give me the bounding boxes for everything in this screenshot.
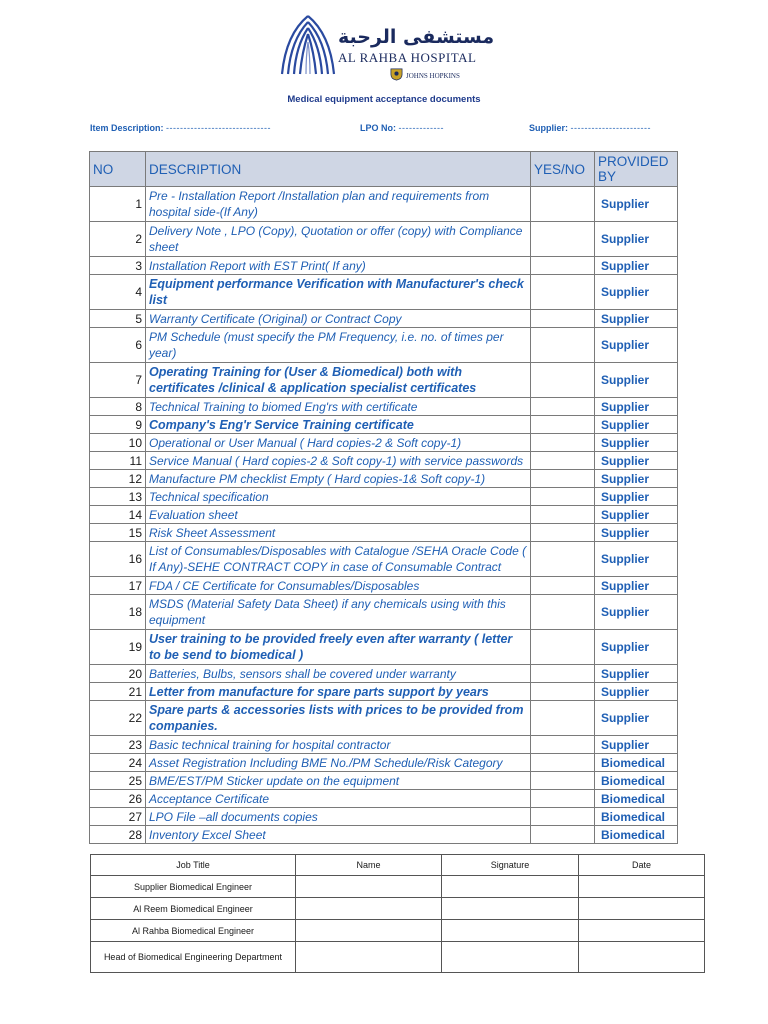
row-description: Company's Eng'r Service Training certificate (146, 416, 531, 434)
row-description: FDA / CE Certificate for Consumables/Disposables (146, 577, 531, 595)
table-row (90, 630, 678, 665)
row-description: Acceptance Certificate (146, 790, 531, 808)
table-row (90, 595, 678, 630)
row-number: 8 (90, 398, 146, 416)
row-description: Warranty Certificate (Original) or Contract Copy (146, 310, 531, 328)
job-title-cell: Head of Biomedical Engineering Department (91, 942, 296, 973)
supplier-blank: ----------------------- (570, 123, 651, 133)
row-description: Equipment performance Verification with Manufacturer's check list (146, 275, 531, 310)
job-title-cell: Supplier Biomedical Engineer (91, 876, 296, 898)
row-provided-by: Supplier (595, 310, 678, 328)
name-cell[interactable] (296, 920, 442, 942)
name-cell[interactable] (296, 898, 442, 920)
row-number: 3 (90, 257, 146, 275)
row-description: Letter from manufacture for spare parts support by years (146, 683, 531, 701)
row-provided-by: Supplier (595, 701, 678, 736)
row-number: 5 (90, 310, 146, 328)
row-number: 22 (90, 701, 146, 736)
job-title-cell: Al Rahba Biomedical Engineer (91, 920, 296, 942)
row-provided-by: Supplier (595, 683, 678, 701)
row-number: 13 (90, 488, 146, 506)
table-row (90, 434, 678, 452)
name-cell[interactable] (296, 876, 442, 898)
row-number: 20 (90, 665, 146, 683)
table-row (90, 665, 678, 683)
header-name: Name (296, 855, 442, 876)
table-row (90, 398, 678, 416)
row-number: 18 (90, 595, 146, 630)
johns-hopkins-label: JOHNS HOPKINS (406, 72, 460, 80)
row-description: Installation Report with EST Print( If any) (146, 257, 531, 275)
date-cell[interactable] (579, 898, 705, 920)
row-description: Technical specification (146, 488, 531, 506)
table-row (90, 808, 678, 826)
table-row (90, 257, 678, 275)
header-description: DESCRIPTION (146, 152, 531, 187)
row-number: 16 (90, 542, 146, 577)
signature-row (91, 876, 705, 898)
row-description: Asset Registration Including BME No./PM Schedule/Risk Category (146, 754, 531, 772)
row-yes-no-cell[interactable] (531, 328, 595, 363)
row-number: 15 (90, 524, 146, 542)
row-yes-no-cell[interactable] (531, 772, 595, 790)
row-number: 4 (90, 275, 146, 310)
row-description: User training to be provided freely even after warranty ( letter to be send to biomedical ) (146, 630, 531, 665)
supplier-label: Supplier: (529, 123, 569, 133)
table-row (90, 506, 678, 524)
row-number: 14 (90, 506, 146, 524)
row-yes-no-cell[interactable] (531, 630, 595, 665)
row-provided-by: Supplier (595, 222, 678, 257)
lpo-no-blank: ------------- (398, 123, 444, 133)
hospital-arabic-name: مستشفى الرحبة (338, 26, 495, 48)
table-row (90, 488, 678, 506)
row-number: 10 (90, 434, 146, 452)
document-title: Medical equipment acceptance documents (287, 94, 481, 105)
row-provided-by: Supplier (595, 736, 678, 754)
row-yes-no-cell[interactable] (531, 398, 595, 416)
row-yes-no-cell[interactable] (531, 470, 595, 488)
row-description: Inventory Excel Sheet (146, 826, 531, 844)
table-row (90, 222, 678, 257)
row-yes-no-cell[interactable] (531, 826, 595, 844)
table-row (90, 310, 678, 328)
row-number: 12 (90, 470, 146, 488)
row-yes-no-cell[interactable] (531, 577, 595, 595)
row-description: Delivery Note , LPO (Copy), Quotation or offer (copy) with Compliance sheet (146, 222, 531, 257)
row-yes-no-cell[interactable] (531, 790, 595, 808)
row-provided-by: Supplier (595, 577, 678, 595)
row-number: 27 (90, 808, 146, 826)
row-provided-by: Supplier (595, 488, 678, 506)
row-yes-no-cell[interactable] (531, 275, 595, 310)
acceptance-documents-table (89, 151, 678, 844)
signature-table (90, 854, 705, 973)
date-cell[interactable] (579, 920, 705, 942)
row-yes-no-cell[interactable] (531, 416, 595, 434)
table-row (90, 790, 678, 808)
lpo-no-field (360, 123, 444, 133)
table-header-row (90, 152, 678, 187)
table-row (90, 826, 678, 844)
row-number: 7 (90, 363, 146, 398)
row-yes-no-cell[interactable] (531, 310, 595, 328)
table-row (90, 416, 678, 434)
row-yes-no-cell[interactable] (531, 222, 595, 257)
row-yes-no-cell[interactable] (531, 257, 595, 275)
table-row (90, 577, 678, 595)
header-signature: Signature (442, 855, 579, 876)
table-row (90, 187, 678, 222)
row-description: Basic technical training for hospital contractor (146, 736, 531, 754)
row-number: 17 (90, 577, 146, 595)
row-provided-by: Supplier (595, 630, 678, 665)
table-row (90, 275, 678, 310)
row-provided-by: Supplier (595, 665, 678, 683)
item-description-field (90, 123, 271, 133)
table-row (90, 701, 678, 736)
row-description: List of Consumables/Disposables with Catalogue /SEHA Oracle Code ( If Any)-SEHE CONTRACT COPY in case of Consumable Contract (146, 542, 531, 577)
row-provided-by: Supplier (595, 187, 678, 222)
signature-cell[interactable] (442, 876, 579, 898)
row-provided-by: Supplier (595, 452, 678, 470)
row-description: Service Manual ( Hard copies-2 & Soft copy-1) with service passwords (146, 452, 531, 470)
row-yes-no-cell[interactable] (531, 736, 595, 754)
row-description: MSDS (Material Safety Data Sheet) if any chemicals using with this equipment (146, 595, 531, 630)
row-yes-no-cell[interactable] (531, 683, 595, 701)
row-number: 9 (90, 416, 146, 434)
row-number: 23 (90, 736, 146, 754)
table-row (90, 754, 678, 772)
row-description: Batteries, Bulbs, sensors shall be covered under warranty (146, 665, 531, 683)
row-provided-by: Supplier (595, 416, 678, 434)
row-provided-by: Biomedical (595, 772, 678, 790)
johns-hopkins-shield-icon (390, 68, 403, 81)
row-number: 28 (90, 826, 146, 844)
signature-row (91, 898, 705, 920)
table-row (90, 772, 678, 790)
row-description: Operational or User Manual ( Hard copies-2 & Soft copy-1) (146, 434, 531, 452)
row-description: Evaluation sheet (146, 506, 531, 524)
table-row (90, 452, 678, 470)
table-row (90, 328, 678, 363)
row-yes-no-cell[interactable] (531, 808, 595, 826)
row-provided-by: Supplier (595, 257, 678, 275)
row-yes-no-cell[interactable] (531, 524, 595, 542)
signature-cell[interactable] (442, 942, 579, 973)
signature-header-row (91, 855, 705, 876)
row-number: 21 (90, 683, 146, 701)
header-job-title: Job Title (91, 855, 296, 876)
supplier-field (529, 123, 651, 133)
row-provided-by: Supplier (595, 275, 678, 310)
row-description: Pre - Installation Report /Installation plan and requirements from hospital side-(If Any) (146, 187, 531, 222)
row-provided-by: Biomedical (595, 790, 678, 808)
item-description-blank: ------------------------------ (166, 123, 271, 133)
table-row (90, 363, 678, 398)
table-row (90, 542, 678, 577)
row-yes-no-cell[interactable] (531, 434, 595, 452)
row-yes-no-cell[interactable] (531, 542, 595, 577)
row-provided-by: Supplier (595, 398, 678, 416)
header-provided-by: PROVIDED BY (595, 152, 678, 187)
row-yes-no-cell[interactable] (531, 363, 595, 398)
row-description: Manufacture PM checklist Empty ( Hard copies-1& Soft copy-1) (146, 470, 531, 488)
row-yes-no-cell[interactable] (531, 701, 595, 736)
row-number: 26 (90, 790, 146, 808)
table-row (90, 683, 678, 701)
row-yes-no-cell[interactable] (531, 506, 595, 524)
row-yes-no-cell[interactable] (531, 665, 595, 683)
row-provided-by: Supplier (595, 434, 678, 452)
row-provided-by: Supplier (595, 595, 678, 630)
date-cell[interactable] (579, 942, 705, 973)
job-title-cell: Al Reem Biomedical Engineer (91, 898, 296, 920)
header-no: NO (90, 152, 146, 187)
lpo-no-label: LPO No: (360, 123, 396, 133)
table-row (90, 524, 678, 542)
row-yes-no-cell[interactable] (531, 595, 595, 630)
item-description-label: Item Description: (90, 123, 164, 133)
row-number: 19 (90, 630, 146, 665)
header-date: Date (579, 855, 705, 876)
row-yes-no-cell[interactable] (531, 754, 595, 772)
name-cell[interactable] (296, 942, 442, 973)
row-description: Risk Sheet Assessment (146, 524, 531, 542)
row-description: Technical Training to biomed Eng'rs with certificate (146, 398, 531, 416)
row-provided-by: Supplier (595, 524, 678, 542)
row-yes-no-cell[interactable] (531, 452, 595, 470)
signature-row (91, 942, 705, 973)
hospital-logo-icon (276, 12, 336, 76)
row-description: BME/EST/PM Sticker update on the equipment (146, 772, 531, 790)
row-number: 6 (90, 328, 146, 363)
signature-cell[interactable] (442, 920, 579, 942)
row-provided-by: Supplier (595, 506, 678, 524)
table-row (90, 736, 678, 754)
row-description: Spare parts & accessories lists with prices to be provided from companies. (146, 701, 531, 736)
hospital-logo (276, 12, 495, 90)
row-description: LPO File –all documents copies (146, 808, 531, 826)
row-yes-no-cell[interactable] (531, 187, 595, 222)
row-provided-by: Biomedical (595, 754, 678, 772)
hospital-english-name: AL RAHBA HOSPITAL (338, 50, 477, 65)
row-provided-by: Biomedical (595, 826, 678, 844)
row-number: 1 (90, 187, 146, 222)
row-provided-by: Biomedical (595, 808, 678, 826)
row-description: Operating Training for (User & Biomedical) both with certificates /clinical & application specialist certificates (146, 363, 531, 398)
row-number: 2 (90, 222, 146, 257)
table-row (90, 470, 678, 488)
row-provided-by: Supplier (595, 542, 678, 577)
row-number: 11 (90, 452, 146, 470)
row-provided-by: Supplier (595, 328, 678, 363)
row-yes-no-cell[interactable] (531, 488, 595, 506)
row-description: PM Schedule (must specify the PM Frequency, i.e. no. of times per year) (146, 328, 531, 363)
signature-row (91, 920, 705, 942)
header-yes-no: YES/NO (531, 152, 595, 187)
signature-cell[interactable] (442, 898, 579, 920)
row-number: 24 (90, 754, 146, 772)
row-number: 25 (90, 772, 146, 790)
date-cell[interactable] (579, 876, 705, 898)
row-provided-by: Supplier (595, 363, 678, 398)
row-provided-by: Supplier (595, 470, 678, 488)
